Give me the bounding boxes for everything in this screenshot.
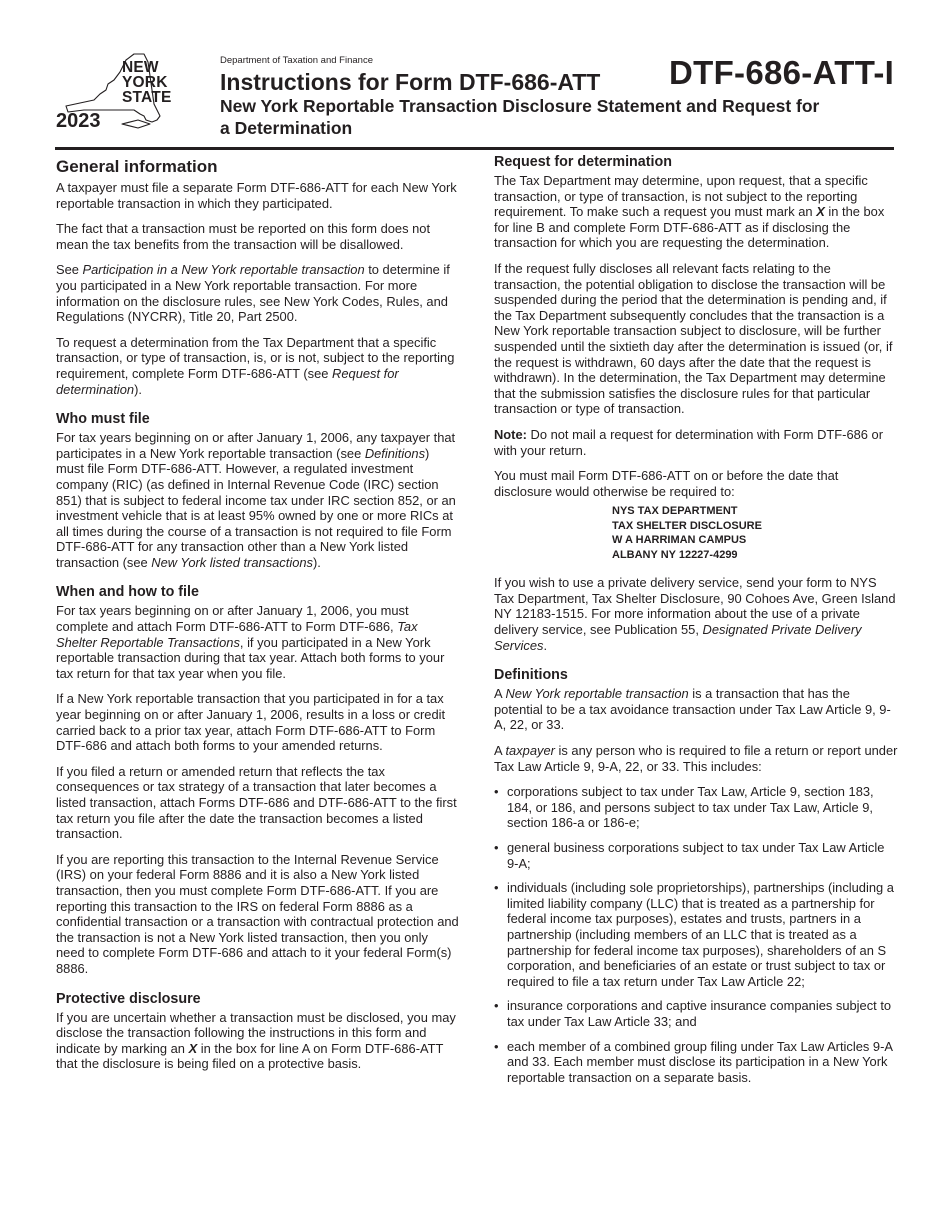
request-paragraph-2: If the request fully discloses all relevant facts relating to the transaction, the potential obligation to disclose the transaction will be suspended during the period that the determination is pending and, if the Tax Department subsequently concludes that the transaction is a New York reportable transaction subject to disclosure, will be further suspended until the sixtieth day after the determination is issued (or, if the request is withdrawn, 60 days after the date that the request is withdrawn). In the determination, the Tax Department may determine that the submission satisfies the disclosure rules for that particular transaction or type of transaction. bbox=[494, 260, 893, 417]
request-determination-heading: Request for determination bbox=[494, 154, 672, 170]
list-item: • insurance corporations and captive insurance companies subject to tax under Tax Law Article 33; and bbox=[494, 998, 898, 1029]
definitions-paragraph-2: A taxpayer is any person who is required to file a return or report under Tax Law Article 9, 9-A, 22, or 33. This includes: bbox=[494, 743, 898, 774]
list-item: • general business corporations subject to tax under Tax Law Article 9-A; bbox=[494, 840, 898, 871]
logo-wordmark bbox=[122, 60, 182, 105]
address-line: NYS TAX DEPARTMENT bbox=[612, 505, 738, 518]
address-line: W A HARRIMAN CAMPUS bbox=[612, 534, 747, 547]
general-information-heading: General information bbox=[56, 157, 218, 176]
logo-year: 2023 bbox=[56, 110, 101, 132]
request-paragraph-4: If you wish to use a private delivery service, send your form to NYS Tax Department, Tax Shelter Disclosure, 90 Cohoes Ave, Green Island NY 12183-1515. For more information about the use of a private delivery service, see Publication 55, Designated Private Delivery Services. bbox=[494, 575, 896, 653]
taxpayer-list bbox=[494, 784, 898, 1085]
general-paragraph-3: See Participation in a New York reportable transaction to determine if you participated in a New York reportable transaction. For more information on the disclosure rules, see New York Codes, Rules, and Regulations (NYCRR), Title 20, Part 2500. bbox=[56, 262, 450, 325]
logo-line-2: YORK bbox=[122, 74, 168, 91]
who-must-file-heading: Who must file bbox=[56, 411, 150, 428]
left-column bbox=[56, 150, 460, 1082]
protective-disclosure-paragraph: If you are uncertain whether a transaction must be disclosed, you may disclose the transaction following the instructions in this form and indicate by marking an X in the box for line A on Form DTF-686-ATT that the disclosure is being filed on a protective basis. bbox=[56, 1009, 456, 1072]
request-paragraph-3: You must mail Form DTF-686-ATT on or before the date that disclosure would otherwise be required to: bbox=[494, 468, 839, 499]
address-line: TAX SHELTER DISCLOSURE bbox=[612, 519, 762, 532]
when-how-paragraph-2: If a New York reportable transaction that you participated in for a tax year beginning on or after January 1, 2006, results in a loss or credit carried back to a prior tax year, attach Form DTF-686-ATT to Form DTF-686 and attach both forms to your amended returns. bbox=[56, 691, 446, 754]
request-note: Note: Do not mail a request for determination with Form DTF-686 or with your return. bbox=[494, 426, 884, 458]
form-number: DTF-686-ATT-I bbox=[669, 54, 895, 91]
when-how-heading: When and how to file bbox=[56, 584, 199, 601]
when-how-paragraph-4: If you are reporting this transaction to the Internal Revenue Service (IRS) on your federal Form 8886 and it is also a New York listed transaction, then you must complete Form DTF-686-ATT. If you are reporting this transaction to the IRS on federal Form 8886 as a confidential transaction or a transaction with contractual protection and the transaction is not a New York listed transaction, then you only need to complete Form DTF-686 and attach to it your federal Form(s) 8886. bbox=[56, 851, 459, 976]
protective-disclosure-heading: Protective disclosure bbox=[56, 990, 201, 1007]
general-paragraph-1: A taxpayer must file a separate Form DTF-686-ATT for each New York reportable transaction in which they participated. bbox=[56, 180, 457, 211]
list-item: • individuals (including sole proprietorships), partnerships (including a limited liability company (LLC) that is treated as a partnership for federal income tax purposes), estates and trusts, partners in a partnership (including members of an LLC that is treated as a partnership for federal income tax purposes), shareholders of an S corporation, and beneficiaries of an estate or trust subject to tax or required to file a tax return under Tax Law Article 22; bbox=[494, 880, 898, 989]
mailing-address bbox=[612, 504, 898, 562]
department-name: Department of Taxation and Finance bbox=[220, 55, 373, 66]
definitions-heading: Definitions bbox=[494, 667, 568, 684]
general-paragraph-2: The fact that a transaction must be reported on this form does not mean the tax benefits from the transaction will be disallowed. bbox=[56, 221, 431, 252]
when-how-paragraph-1: For tax years beginning on or after January 1, 2006, you must complete and attach Form DTF-686-ATT to Form DTF-686, Tax Shelter Reportable Transactions, if you participated in a New York reportable transaction during that tax year. Attach both forms to your tax return for that tax year when you file. bbox=[56, 603, 445, 681]
address-line: ALBANY NY 12227-4299 bbox=[612, 548, 738, 561]
list-item: • corporations subject to tax under Tax Law, Article 9, section 183, 184, or 186, and persons subject to tax under Tax Law, Article 9, section 186-a or 186-e; bbox=[494, 784, 898, 831]
list-item: • each member of a combined group filing under Tax Law Articles 9-A and 33. Each member must disclose its participation in a New York reportable transaction on a separate basis. bbox=[494, 1039, 898, 1086]
right-column bbox=[494, 150, 898, 1094]
general-paragraph-4: To request a determination from the Tax Department that a specific transaction, or type of transaction, is, or is not, subject to the reporting requirement, complete Form DTF-686-ATT (see Request for determination). bbox=[56, 334, 455, 397]
logo-line-1: NEW bbox=[122, 59, 159, 76]
page-title: Instructions for Form DTF-686-ATT bbox=[220, 69, 601, 95]
who-must-file-paragraph: For tax years beginning on or after January 1, 2006, any taxpayer that participates in a New York reportable transaction (see Definitions) must file Form DTF-686-ATT. However, a regulated investment company (RIC) (as defined in Internal Revenue Code (IRC) section 851) that is subject to federal income tax under IRC section 852, or an investment vehicle that is at least 95% owned by one or more RICs at all times during the course of a transaction is not required to file Form DTF-686-ATT for any transaction other than a New York listed transaction (see New York listed transactions). bbox=[56, 430, 456, 570]
request-paragraph-1: The Tax Department may determine, upon request, that a specific transaction, or type of transaction, is not subject to the reporting requirement. To make such a request you must mark an X in the box for line B and complete Form DTF-686-ATT as if disclosing the transaction for which you are requesting the determination. bbox=[494, 173, 885, 251]
definitions-paragraph-1: A New York reportable transaction is a transaction that has the potential to be a tax avoidance transaction under Tax Law Article 9, 9-A, 22, or 33. bbox=[494, 686, 891, 733]
logo-line-3: STATE bbox=[122, 89, 172, 106]
when-how-paragraph-3: If you filed a return or amended return that reflects the tax consequences or tax strategy of a transaction that later becomes a listed transaction, attach Forms DTF-686 and DTF-686-ATT to the first tax return you file after the date the transaction becomes a listed transaction. bbox=[56, 763, 457, 842]
page-subtitle: New York Reportable Transaction Disclosure Statement and Request for a Determination bbox=[220, 96, 820, 138]
